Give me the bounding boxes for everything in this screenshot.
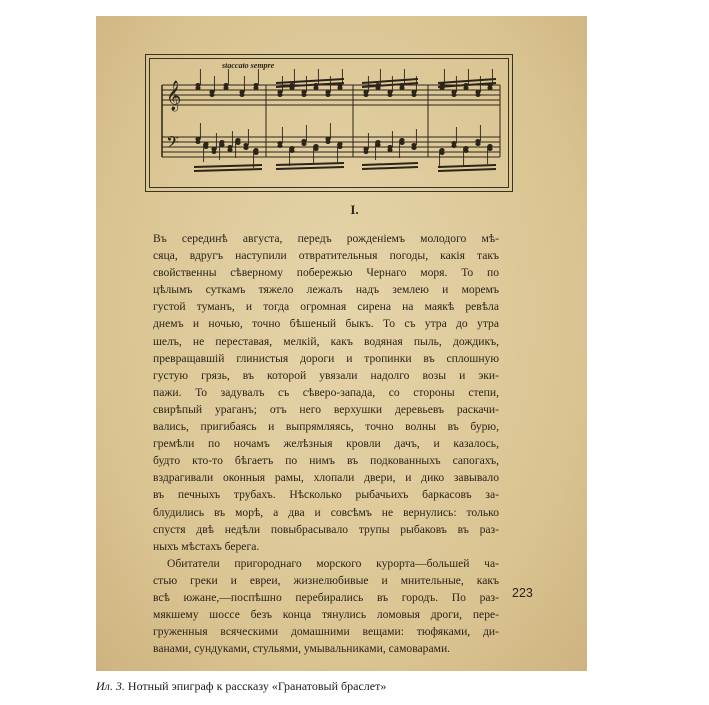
text-line: вались, пригибаясь и выпрямляясь, точно волны въ бурю,: [153, 420, 499, 434]
text-line: пажи. То задувалъ съ сѣверо-запада, со стороны степи,: [153, 385, 499, 399]
text-line: груженныя всяческими домашними вещами: тюфяками, ди-: [153, 625, 499, 639]
text-line: вздрагивали оконныя рамы, хлопали двери, и дико завывало: [153, 471, 499, 485]
text-line: свойственны сѣверному побережью Чернаго моря. То по: [153, 266, 499, 280]
text-line: спустя двѣ недѣли повыбрасывало трупы рыбаковъ въ раз-: [153, 522, 499, 536]
text-line: будто кто-то бѣгаетъ по нимъ въ подкованныхъ сапогахъ,: [153, 454, 499, 468]
text-line: шелъ, не переставая, мелкій, какъ водяная пыль, дождикъ,: [153, 334, 499, 348]
chapter-number: I.: [350, 202, 359, 217]
text-line: въ печныхъ трубахъ. Нѣсколько рыбачьихъ баркасовъ за-: [153, 488, 499, 502]
page-number: 223: [512, 586, 533, 600]
text-line: всѣ южане,—поспѣшно перебирались въ городъ. По раз-: [153, 590, 499, 604]
text-line: Въ серединѣ августа, передъ рожденіемъ молодого мѣ-: [153, 232, 499, 245]
text-line: ныхъ мѣстахъ берега.: [153, 539, 260, 553]
text-line: свирѣпый ураганъ; отъ него верхушки деревьевъ раскачи-: [153, 402, 499, 416]
text-line: Обитатели пригороднаго морского курорта—большей ча-: [167, 556, 499, 570]
svg-text:𝄢: 𝄢: [166, 132, 179, 156]
text-line: густой туманъ, и тогда огромная сирена на маякѣ ревѣла: [153, 300, 499, 314]
figure-caption: [96, 679, 386, 694]
body-text: [153, 230, 499, 657]
text-line: густую грязь, въ которой увязали надолго возы и эки-: [153, 368, 499, 382]
text-line: блудились въ морѣ, а два и совсѣмъ не вернулись: только: [153, 505, 499, 519]
text-line: днемъ и ночью, точно бѣшеный быкъ. То съ утра до утра: [153, 317, 499, 331]
score-notation: [146, 55, 512, 191]
tempo-marking: staccato sempre: [222, 61, 275, 70]
text-line: превращавшій глинистыя дороги и тропинки въ сплошную: [153, 351, 499, 365]
text-line: мякшему шоссе безъ конца тянулись ломовыя дроги, пере-: [153, 608, 499, 622]
text-line: ванами, сундуками, стульями, умывальниками, самоварами.: [153, 642, 451, 656]
musical-score-epigraph: [145, 54, 513, 192]
caption-label: Ил. 3.: [96, 679, 125, 693]
text-line: стью греки и евреи, жизнелюбивые и мнительные, какъ: [153, 573, 499, 587]
caption-text: Нотный эпиграф к рассказу «Гранатовый браслет»: [124, 679, 387, 693]
text-line: цѣлымъ суткамъ тяжело лежалъ надъ землею и моремъ: [153, 283, 499, 297]
text-line: гремѣли по ночамъ желѣзныя кровли дачъ, и казалось,: [153, 437, 499, 451]
svg-text:𝄞: 𝄞: [166, 81, 182, 111]
text-line: сяца, вдругъ наступили отвратительныя погоды, какія такъ: [153, 249, 499, 263]
